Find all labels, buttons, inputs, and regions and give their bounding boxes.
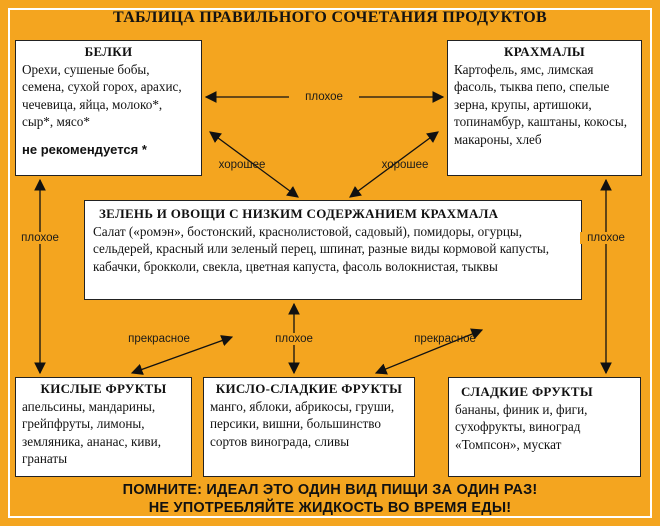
edge-label-acid-semiacid: прекрасное bbox=[128, 333, 190, 345]
node-semi-acid-fruits-text: манго, яблоки, абрикосы, груши, персики, вишни, большинство сортов винограда, сливы bbox=[210, 398, 395, 449]
footer-line-2: НЕ УПОТРЕБЛЯЙТЕ ЖИДКОСТЬ ВО ВРЕМЯ ЕДЫ! bbox=[148, 500, 512, 516]
node-greens-heading: ЗЕЛЕНЬ И ОВОЩИ С НИЗКИМ СОДЕРЖАНИЕМ КРАХМАЛА bbox=[99, 206, 499, 221]
node-sweet-fruits-heading: СЛАДКИЕ ФРУКТЫ bbox=[461, 384, 593, 399]
edge-label-semiacid-sweet: прекрасное bbox=[414, 333, 476, 345]
node-acid-fruits-text: апельсины, мандарины, грейпфруты, лимоны, земляника, ананас, киви, гранаты bbox=[22, 398, 161, 467]
footer-line-1: ПОМНИТЕ: ИДЕАЛ ЭТО ОДИН ВИД ПИЩИ ЗА ОДИН РАЗ! bbox=[122, 482, 538, 498]
edge-label-starches-sweet: плохое bbox=[580, 232, 632, 244]
node-proteins-note: не рекомендуется * bbox=[22, 141, 147, 157]
node-greens-text: Салат («ромэн», бостонский, краснолистовой, садовый), помидоры, огурцы, сельдерей, красный или зеленый перец, шпинат, разные виды кормовой капусты, кабачки, брокколи, свекла, цветная капуста, фасоль волокнистая, тыквы bbox=[93, 223, 550, 274]
node-starches-text: Картофель, ямс, лимская фасоль, тыква пепо, спелые зерна, крупы, артишоки, топинамбур, каштаны, кокосы, макароны, хлеб bbox=[454, 61, 628, 147]
node-sweet-fruits-text: бананы, финик и, фиги, сухофрукты, виноград «Томпсон», мускат bbox=[455, 401, 588, 452]
node-proteins-text: Орехи, сушеные бобы, семена, сухой горох, арахис, чечевица, яйца, молоко*, сыр*, мясо* bbox=[22, 61, 182, 130]
diagram-title: ТАБЛИЦА ПРАВИЛЬНОГО СОЧЕТАНИЯ ПРОДУКТОВ bbox=[113, 9, 547, 26]
node-starches-heading: КРАХМАЛЫ bbox=[504, 44, 585, 59]
node-semi-acid-fruits-heading: КИСЛО-СЛАДКИЕ ФРУКТЫ bbox=[215, 381, 403, 396]
node-proteins-heading: БЕЛКИ bbox=[84, 44, 133, 59]
edge-label-proteins-starches: плохое bbox=[289, 91, 359, 103]
edge-label-proteins-acid: плохое bbox=[14, 232, 66, 244]
node-acid-fruits-heading: КИСЛЫЕ ФРУКТЫ bbox=[40, 381, 167, 396]
edge-label-proteins-greens: хорошее bbox=[218, 159, 266, 171]
edge-label-greens-semiacid: плохое bbox=[268, 333, 320, 345]
edge-label-starches-greens: хорошее bbox=[381, 159, 429, 171]
